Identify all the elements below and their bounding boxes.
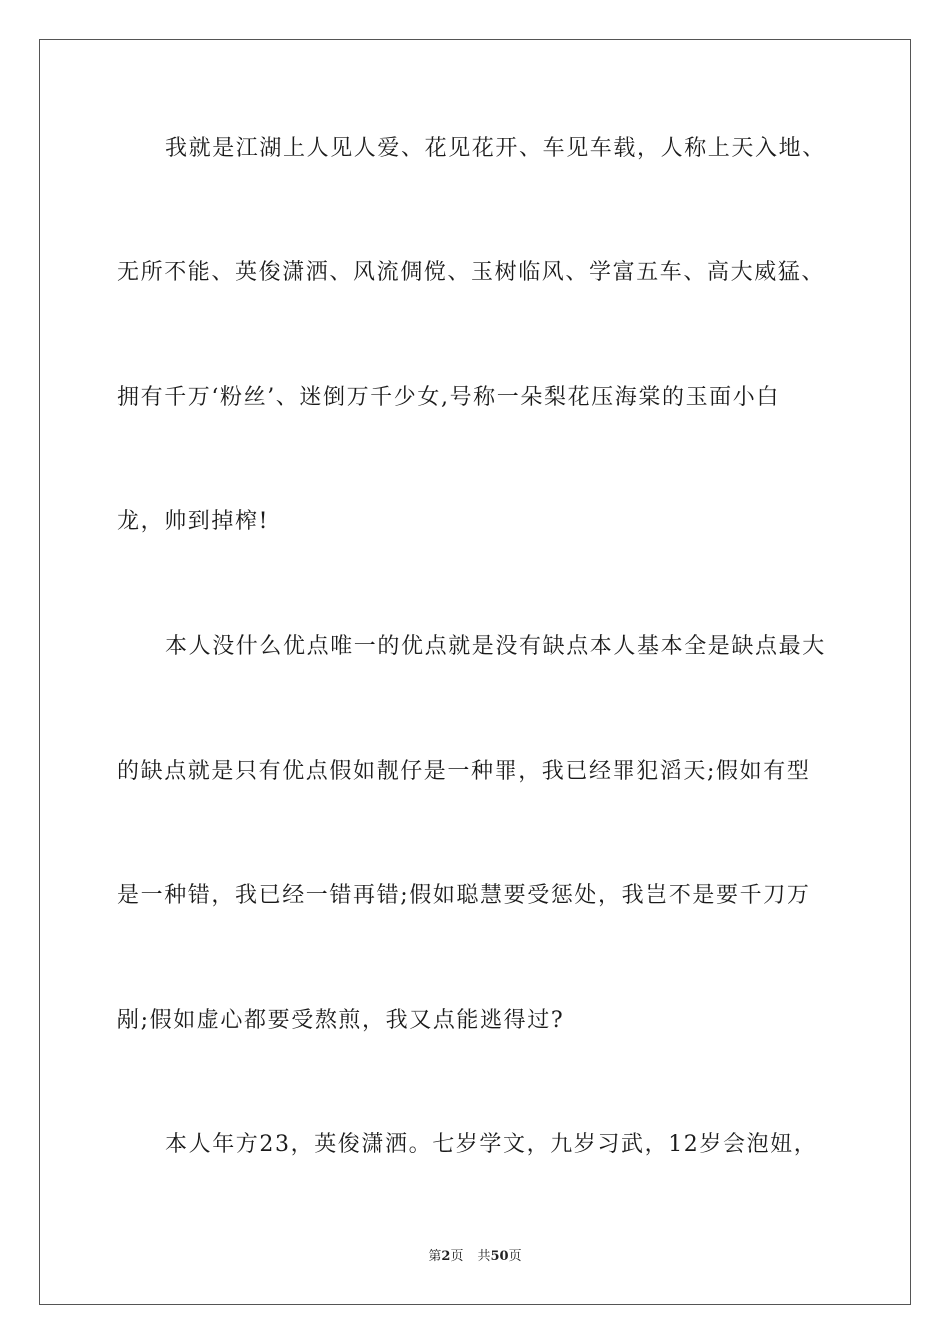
paragraph-2-line-4: 剐;假如虚心都要受熬煎，我又点能逃得过? (117, 1008, 565, 1033)
paragraph-1-line-4: 龙，帅到掉榨! (117, 509, 270, 534)
paragraph-2-line-3: 是一种错，我已经一错再错;假如聪慧要受惩处，我岂不是要千刀万 (117, 883, 811, 908)
paragraph-2-line-2: 的缺点就是只有优点假如靓仔是一种罪，我已经罪犯滔天;假如有型 (117, 759, 811, 784)
page-border (39, 39, 911, 1305)
total-pages: 50 (490, 1249, 509, 1264)
page-prefix: 第 (428, 1249, 442, 1264)
total-suffix: 页 (508, 1249, 522, 1264)
paragraph-1-line-3: 拥有千万‘粉丝’、迷倒万千少女,号称一朵梨花压海棠的玉面小白 (117, 385, 780, 410)
paragraph-2-line-1: 本人没什么优点唯一的优点就是没有缺点本人基本全是缺点最大 (165, 634, 826, 659)
page-suffix: 页 (450, 1249, 464, 1264)
paragraph-3-line-1: 本人年方23，英俊潇洒。七岁学文，九岁习武，12岁会泡妞， (165, 1132, 818, 1157)
page-number: 2 (441, 1249, 451, 1264)
total-prefix: 共 (477, 1249, 491, 1264)
paragraph-1-line-2: 无所不能、英俊潇洒、风流倜傥、玉树临风、学富五车、高大威猛、 (117, 260, 826, 285)
page-footer (0, 1248, 950, 1266)
paragraph-1-line-1: 我就是江湖上人见人爱、花见花开、车见车载，人称上天入地、 (165, 136, 826, 161)
